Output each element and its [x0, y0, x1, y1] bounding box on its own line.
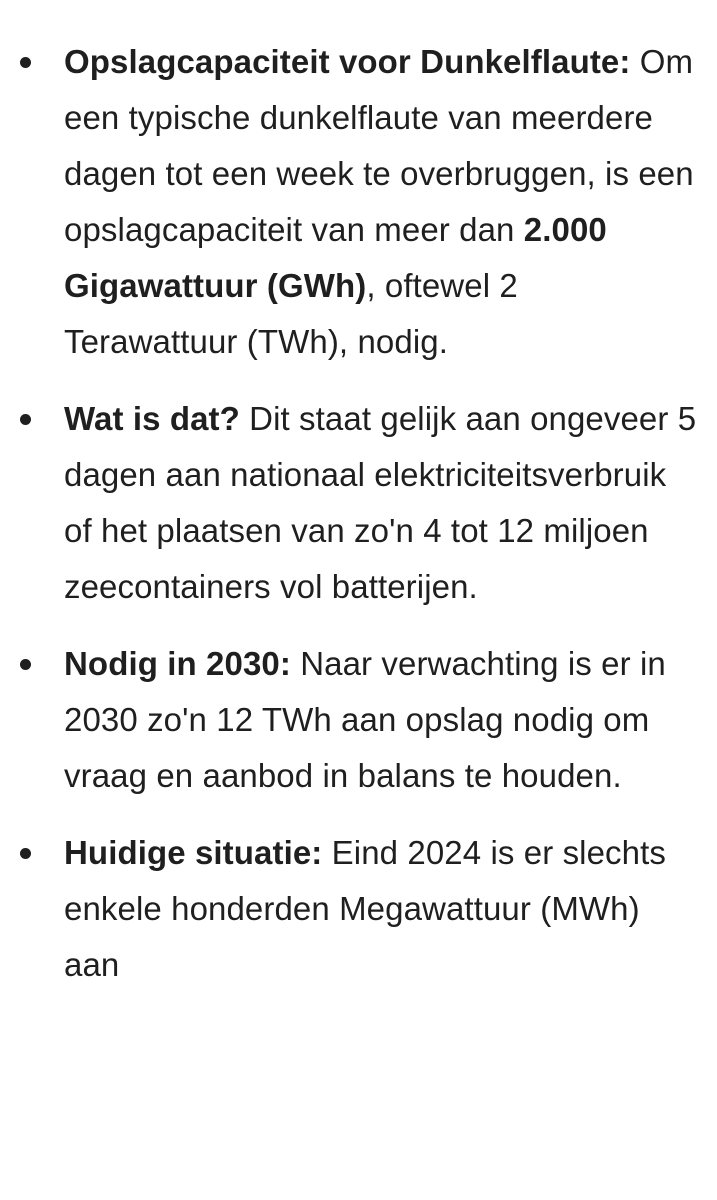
item-term: Huidige situatie: [64, 834, 323, 871]
bullet-icon [20, 659, 31, 670]
item-term: Nodig in 2030: [64, 645, 291, 682]
item-text: Dit staat gelijk aan ongeveer 5 dagen aan nationaal elektriciteitsverbruik of het plaatsen van zo'n 4 tot 12 miljoen zeecontainers vol batterijen. [64, 400, 697, 605]
list-item [0, 825, 717, 993]
bullet-icon [20, 57, 31, 68]
item-text-continued: , oftewel 2 Terawattuur (TWh), nodig. [64, 267, 518, 360]
item-term: Wat is dat? [64, 400, 240, 437]
item-highlight: 2.000 Gigawattuur (GWh) [64, 211, 607, 304]
bullet-icon [20, 414, 31, 425]
item-text: Naar verwachting is er in 2030 zo'n 12 TWh aan opslag nodig om vraag en aanbod in balans te houden. [64, 645, 666, 794]
item-text: Om een typische dunkelflaute van meerdere dagen tot een week te overbruggen, is een opslagcapaciteit van meer dan [64, 43, 694, 248]
item-term: Opslagcapaciteit voor Dunkelflaute: [64, 43, 631, 80]
list-item [0, 34, 717, 370]
list-item [0, 391, 717, 615]
list-item [0, 636, 717, 804]
bullet-icon [20, 848, 31, 859]
item-text: Eind 2024 is er slechts enkele honderden Megawattuur (MWh) aan [64, 834, 666, 983]
